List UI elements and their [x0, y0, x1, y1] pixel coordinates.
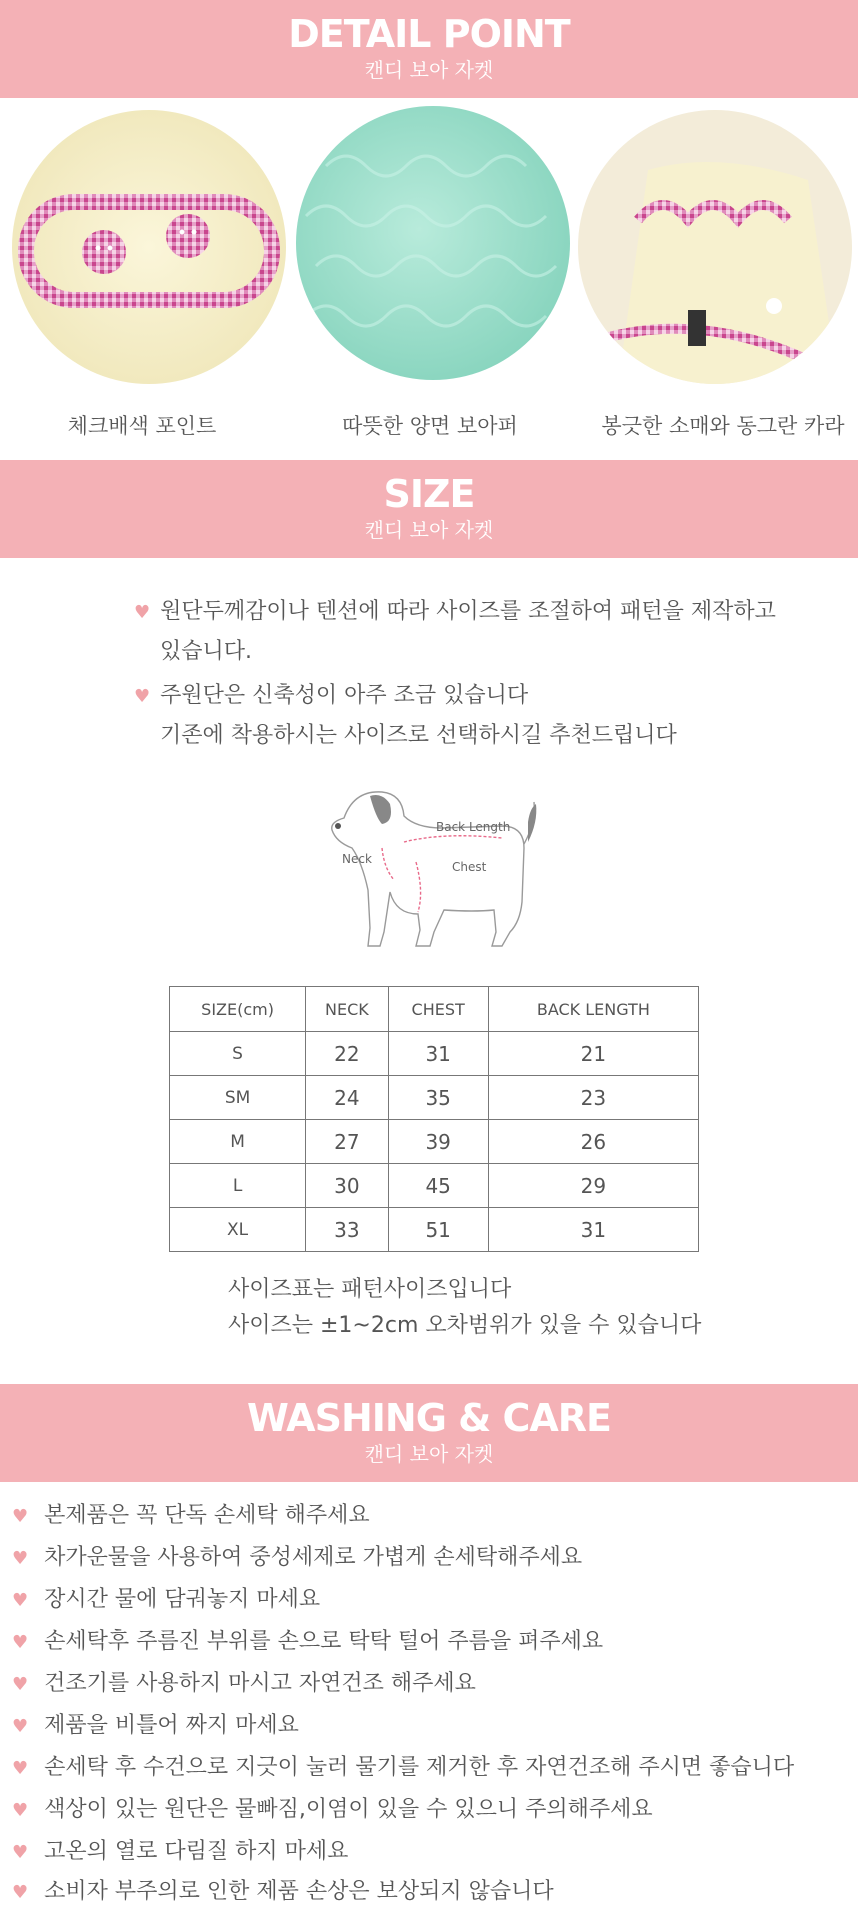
washing-header: [0, 1384, 858, 1482]
cell-size: S: [170, 1032, 306, 1076]
detail-header: [0, 0, 858, 98]
size-note-2: 있습니다.: [160, 639, 253, 664]
caption-collar-sleeve: 봉긋한 소매와 동그란 카라: [601, 414, 845, 438]
photo-collar-sleeve: [578, 110, 852, 384]
cell-chest: 51: [388, 1208, 488, 1252]
diagram-chest-label: Chest: [452, 860, 487, 874]
table-row: [170, 1032, 699, 1076]
dog-measure-diagram: [324, 782, 544, 954]
heart-icon: ♥: [134, 686, 151, 707]
care-item: ♥ 소비자 부주의로 인한 제품 손상은 보상되지 않습니다: [12, 1879, 554, 1904]
photo-mint-boa: [296, 106, 570, 380]
photo-check-trim: [12, 110, 286, 384]
cell-back-length: 23: [488, 1076, 698, 1120]
care-item: ♥ 손세탁 후 수건으로 지긋이 눌러 물기를 제거한 후 자연건조해 주시면 좋습니다: [12, 1755, 795, 1780]
size-subtitle: 캔디 보아 자켓: [364, 518, 494, 542]
heart-icon: ♥: [12, 1548, 29, 1569]
heart-icon: ♥: [12, 1882, 29, 1903]
cell-chest: 45: [388, 1164, 488, 1208]
cell-size: XL: [170, 1208, 306, 1252]
caption-mint-boa: 따뜻한 양면 보아퍼: [342, 414, 518, 438]
size-header: [0, 460, 858, 558]
washing-title: WASHING & CARE: [246, 1396, 612, 1440]
cell-neck: 22: [306, 1032, 389, 1076]
care-item: ♥ 차가운물을 사용하여 중성세제로 가볍게 손세탁해주세요: [12, 1545, 583, 1570]
size-note-4: 기존에 착용하시는 사이즈로 선택하시길 추천드립니다: [160, 723, 677, 748]
cell-neck: 30: [306, 1164, 389, 1208]
cell-neck: 33: [306, 1208, 389, 1252]
heart-icon: ♥: [12, 1716, 29, 1737]
cell-back-length: 31: [488, 1208, 698, 1252]
heart-icon: ♥: [12, 1800, 29, 1821]
cell-neck: 27: [306, 1120, 389, 1164]
care-item: ♥ 건조기를 사용하지 마시고 자연건조 해주세요: [12, 1671, 476, 1696]
caption-check-trim: 체크배색 포인트: [67, 414, 217, 438]
heart-icon: ♥: [12, 1506, 29, 1527]
diagram-back-label: Back Length: [436, 820, 511, 834]
detail-subtitle: 캔디 보아 자켓: [364, 58, 494, 82]
table-note-1: 사이즈표는 패턴사이즈입니다: [228, 1277, 512, 1302]
heart-icon: ♥: [134, 602, 151, 623]
cell-size: SM: [170, 1076, 306, 1120]
heart-icon: ♥: [12, 1674, 29, 1695]
col-back-length: BACK LENGTH: [488, 987, 698, 1032]
heart-icon: ♥: [12, 1632, 29, 1653]
cell-back-length: 21: [488, 1032, 698, 1076]
size-note-1: ♥ 원단두께감이나 텐션에 따라 사이즈를 조절하여 패턴을 제작하고: [134, 599, 776, 624]
table-row: [170, 1120, 699, 1164]
size-table: [169, 986, 699, 1252]
cell-back-length: 26: [488, 1120, 698, 1164]
col-size: SIZE(cm): [170, 987, 306, 1032]
care-item: ♥ 색상이 있는 원단은 물빠짐,이염이 있을 수 있으니 주의해주세요: [12, 1797, 653, 1822]
care-item: ♥ 장시간 물에 담궈놓지 마세요: [12, 1587, 321, 1612]
cell-back-length: 29: [488, 1164, 698, 1208]
diagram-neck-label: Neck: [342, 852, 372, 866]
care-item: ♥ 본제품은 꼭 단독 손세탁 해주세요: [12, 1503, 370, 1528]
col-neck: NECK: [306, 987, 389, 1032]
size-title: SIZE: [383, 472, 475, 516]
care-item: ♥ 손세탁후 주름진 부위를 손으로 탁탁 털어 주름을 펴주세요: [12, 1629, 604, 1654]
table-note-2: 사이즈는 ±1~2cm 오차범위가 있을 수 있습니다: [228, 1313, 702, 1338]
cell-chest: 31: [388, 1032, 488, 1076]
care-item: ♥ 고온의 열로 다림질 하지 마세요: [12, 1839, 349, 1864]
heart-icon: ♥: [12, 1758, 29, 1779]
care-item: ♥ 제품을 비틀어 짜지 마세요: [12, 1713, 299, 1738]
size-table-header: [170, 987, 699, 1032]
cell-chest: 35: [388, 1076, 488, 1120]
washing-subtitle: 캔디 보아 자켓: [364, 1442, 494, 1466]
table-row: [170, 1076, 699, 1120]
dog-illustration: [324, 782, 544, 954]
cell-neck: 24: [306, 1076, 389, 1120]
table-row: [170, 1164, 699, 1208]
detail-title: DETAIL POINT: [288, 12, 570, 56]
heart-icon: ♥: [12, 1842, 29, 1863]
table-row: [170, 1208, 699, 1252]
heart-icon: ♥: [12, 1590, 29, 1611]
cell-size: M: [170, 1120, 306, 1164]
cell-size: L: [170, 1164, 306, 1208]
col-chest: CHEST: [388, 987, 488, 1032]
size-note-3: ♥ 주원단은 신축성이 아주 조금 있습니다: [134, 683, 529, 708]
cell-chest: 39: [388, 1120, 488, 1164]
